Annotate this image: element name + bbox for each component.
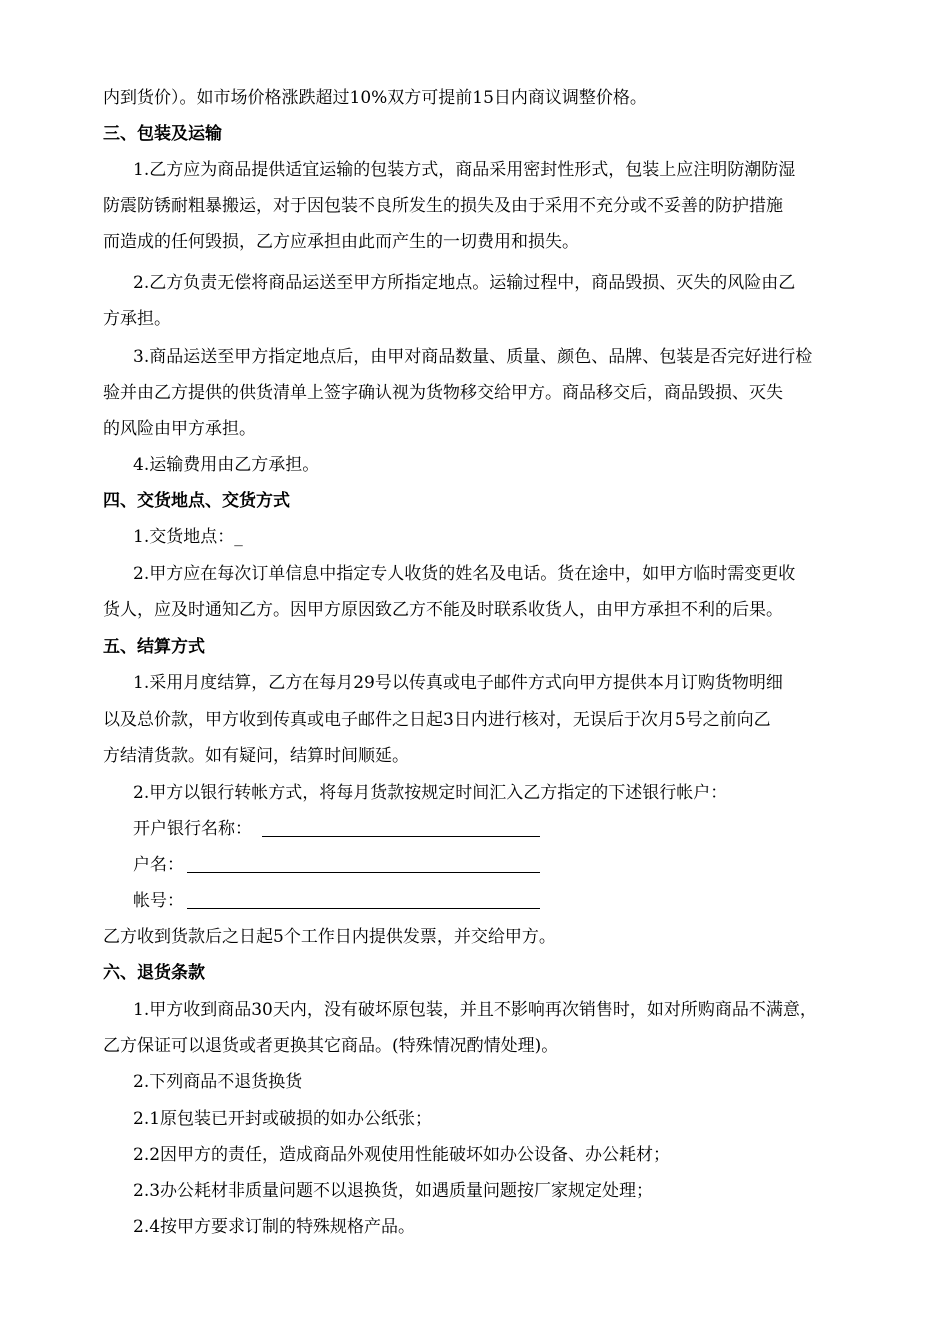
heading-text: 四、交货地点、交货方式 xyxy=(103,491,290,511)
paragraph-line xyxy=(0,447,950,483)
account-number-blank[interactable] xyxy=(187,908,540,909)
line-text: 方结清货款。如有疑问，结算时间顺延。 xyxy=(103,746,409,766)
section-heading-settlement xyxy=(0,629,950,665)
line-text: 3.商品运送至甲方指定地点后，由甲对商品数量、质量、颜色、品牌、包装是否完好进行检 xyxy=(133,347,813,367)
line-text: 防震防锈耐粗暴搬运，对于因包装不良所发生的损失及由于采用不充分或不妥善的防护措施 xyxy=(103,196,783,216)
line-text: 2.下列商品不退货换货 xyxy=(133,1072,303,1092)
paragraph-line xyxy=(0,519,950,555)
paragraph-line xyxy=(0,301,950,337)
line-text: 4.运输费用由乙方承担。 xyxy=(133,455,320,475)
paragraph-line xyxy=(0,1137,950,1173)
section-heading-delivery xyxy=(0,483,950,519)
line-text: 2.乙方负责无偿将商品运送至甲方所指定地点。运输过程中，商品毁损、灭失的风险由乙 xyxy=(133,273,796,293)
line-text: 2.1原包装已开封或破损的如办公纸张； xyxy=(133,1109,433,1129)
line-text: 乙方收到货款后之日起5个工作日内提供发票，并交给甲方。 xyxy=(103,927,556,947)
paragraph-line xyxy=(0,1028,950,1064)
paragraph-line xyxy=(0,339,950,375)
line-text: 1.乙方应为商品提供适宜运输的包装方式，商品采用密封性形式，包装上应注明防潮防湿 xyxy=(133,160,796,180)
line-text: 乙方保证可以退货或者更换其它商品。(特殊情况酌情处理)。 xyxy=(103,1036,559,1056)
line-text: 1.甲方收到商品30天内，没有破坏原包装，并且不影响再次销售时，如对所购商品不满意， xyxy=(133,1000,817,1020)
paragraph-line xyxy=(0,738,950,774)
paragraph-line xyxy=(0,188,950,224)
paragraph-line xyxy=(0,592,950,628)
line-text: 方承担。 xyxy=(103,309,171,329)
bank-name-blank[interactable] xyxy=(262,836,540,837)
line-text: 验并由乙方提供的供货清单上签字确认视为货物移交给甲方。商品移交后，商品毁损、灭失 xyxy=(103,383,783,403)
paragraph-line xyxy=(0,992,950,1028)
line-text: 2.甲方以银行转帐方式，将每月货款按规定时间汇入乙方指定的下述银行帐户： xyxy=(133,783,728,803)
section-heading-returns xyxy=(0,955,950,991)
paragraph-line xyxy=(0,375,950,411)
account-name-blank[interactable] xyxy=(187,872,540,873)
line-text: 2.2因甲方的责任，造成商品外观使用性能破坏如办公设备、办公耗材； xyxy=(133,1145,671,1165)
account-name-label: 户名： xyxy=(133,855,184,875)
line-text: 1.交货地点：_ xyxy=(133,527,243,547)
line-text: 1.采用月度结算，乙方在每月29号以传真或电子邮件方式向甲方提供本月订购货物明细 xyxy=(133,673,783,693)
paragraph-line xyxy=(0,80,950,116)
paragraph-line xyxy=(0,265,950,301)
paragraph-line xyxy=(0,1173,950,1209)
paragraph-line xyxy=(0,1101,950,1137)
paragraph-line xyxy=(0,665,950,701)
line-text: 而造成的任何毁损，乙方应承担由此而产生的一切费用和损失。 xyxy=(103,232,579,252)
heading-text: 三、包装及运输 xyxy=(103,124,222,144)
paragraph-line xyxy=(0,1209,950,1245)
line-text: 货人，应及时通知乙方。因甲方原因致乙方不能及时联系收货人，由甲方承担不利的后果。 xyxy=(103,600,783,620)
paragraph-line xyxy=(0,411,950,447)
paragraph-line xyxy=(0,702,950,738)
bank-name-label: 开户银行名称： xyxy=(133,819,252,839)
account-number-label: 帐号： xyxy=(133,891,184,911)
paragraph-line xyxy=(0,556,950,592)
paragraph-line xyxy=(0,1064,950,1100)
section-heading-packaging xyxy=(0,116,950,152)
paragraph-line xyxy=(0,224,950,260)
paragraph-line xyxy=(0,152,950,188)
line-text: 以及总价款，甲方收到传真或电子邮件之日起3日内进行核对，无误后于次月5号之前向乙 xyxy=(103,710,771,730)
line-text: 的风险由甲方承担。 xyxy=(103,419,256,439)
paragraph-line xyxy=(0,775,950,811)
line-text: 2.3办公耗材非质量问题不以退换货，如遇质量问题按厂家规定处理； xyxy=(133,1181,654,1201)
paragraph-line xyxy=(0,919,950,955)
heading-text: 五、结算方式 xyxy=(103,637,205,657)
heading-text: 六、退货条款 xyxy=(103,963,205,983)
line-text: 2.甲方应在每次订单信息中指定专人收货的姓名及电话。货在途中，如甲方临时需变更收 xyxy=(133,564,796,584)
line-text: 2.4按甲方要求订制的特殊规格产品。 xyxy=(133,1217,416,1237)
line-text: 内到货价）。如市场价格涨跌超过10%双方可提前15日内商议调整价格。 xyxy=(103,88,647,108)
